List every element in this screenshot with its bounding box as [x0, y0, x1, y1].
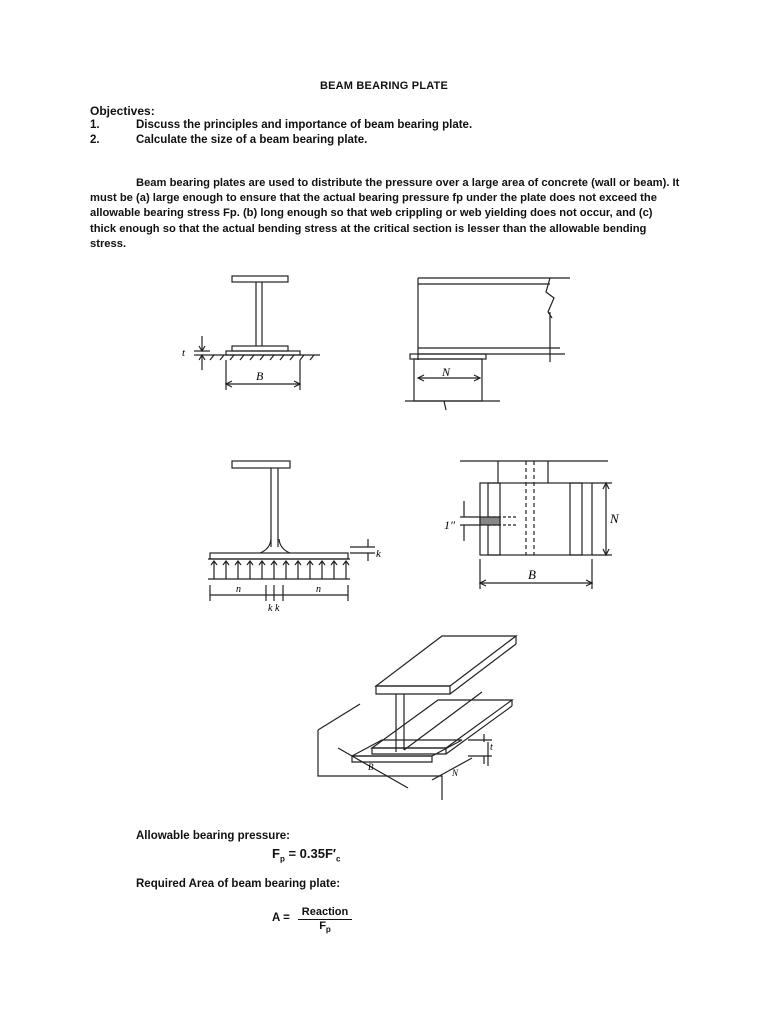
figure-pressure-distribution	[200, 455, 390, 625]
area-fraction	[298, 906, 352, 934]
dimension-label-kk: k k	[268, 603, 280, 614]
figure-isometric-beam	[312, 630, 532, 805]
dimension-label-one-inch: 1″	[444, 518, 455, 532]
fp-rhs: = 0.35F′	[284, 846, 337, 861]
objective-item	[90, 134, 367, 146]
area-numerator: Reaction	[298, 906, 352, 920]
objective-number: 1.	[90, 119, 100, 131]
area-denominator-symbol: F	[319, 920, 326, 932]
objectives-heading: Objectives:	[90, 104, 155, 118]
figure-beam-elevation	[400, 268, 580, 418]
document-title: BEAM BEARING PLATE	[319, 80, 449, 92]
dimension-label-n: N	[442, 365, 451, 379]
objective-number: 2.	[90, 134, 100, 146]
allowable-pressure-label: Allowable bearing pressure:	[136, 830, 291, 842]
dimension-label-n-left: n	[236, 584, 241, 595]
fc-subscript: c	[336, 854, 341, 864]
intro-paragraph: Beam bearing plates are used to distribute the pressure over a large area of concrete (wall or beam). It must be (a) large enough to ensure that the actual bearing pressure fp under the plate does not exceed the allowable bearing stress Fp. (b) long enough so that web crippling or web yielding does not occur, and (c) thick enough so that the actual bending stress at the critical section is lesser than the allowable bending stress.	[90, 177, 680, 250]
dimension-label-n-right: n	[316, 584, 321, 595]
figure-beam-section-plate	[170, 260, 370, 400]
objective-text: Discuss the principles and importance of beam bearing plate.	[136, 119, 473, 131]
objective-item	[90, 119, 472, 131]
fp-subscript: p	[279, 854, 285, 864]
dimension-label-n: N	[452, 768, 459, 778]
dimension-label-n: N	[610, 511, 619, 526]
dimension-label-b: B	[368, 762, 374, 772]
area-lhs: A =	[272, 912, 290, 924]
allowable-pressure-equation	[272, 846, 340, 864]
area-denominator-sub: p	[325, 925, 331, 935]
figure-plate-plan	[440, 455, 620, 605]
dimension-label-t: t	[490, 742, 493, 753]
objective-text: Calculate the size of a beam bearing plate.	[136, 134, 368, 146]
dimension-label-t: t	[182, 347, 186, 359]
area-denominator	[298, 920, 352, 934]
fp-symbol: F	[272, 846, 280, 861]
dimension-label-b: B	[528, 567, 536, 582]
dimension-label-b: B	[256, 369, 264, 383]
dimension-label-k: k	[376, 548, 381, 560]
required-area-label: Required Area of beam bearing plate:	[136, 878, 341, 890]
